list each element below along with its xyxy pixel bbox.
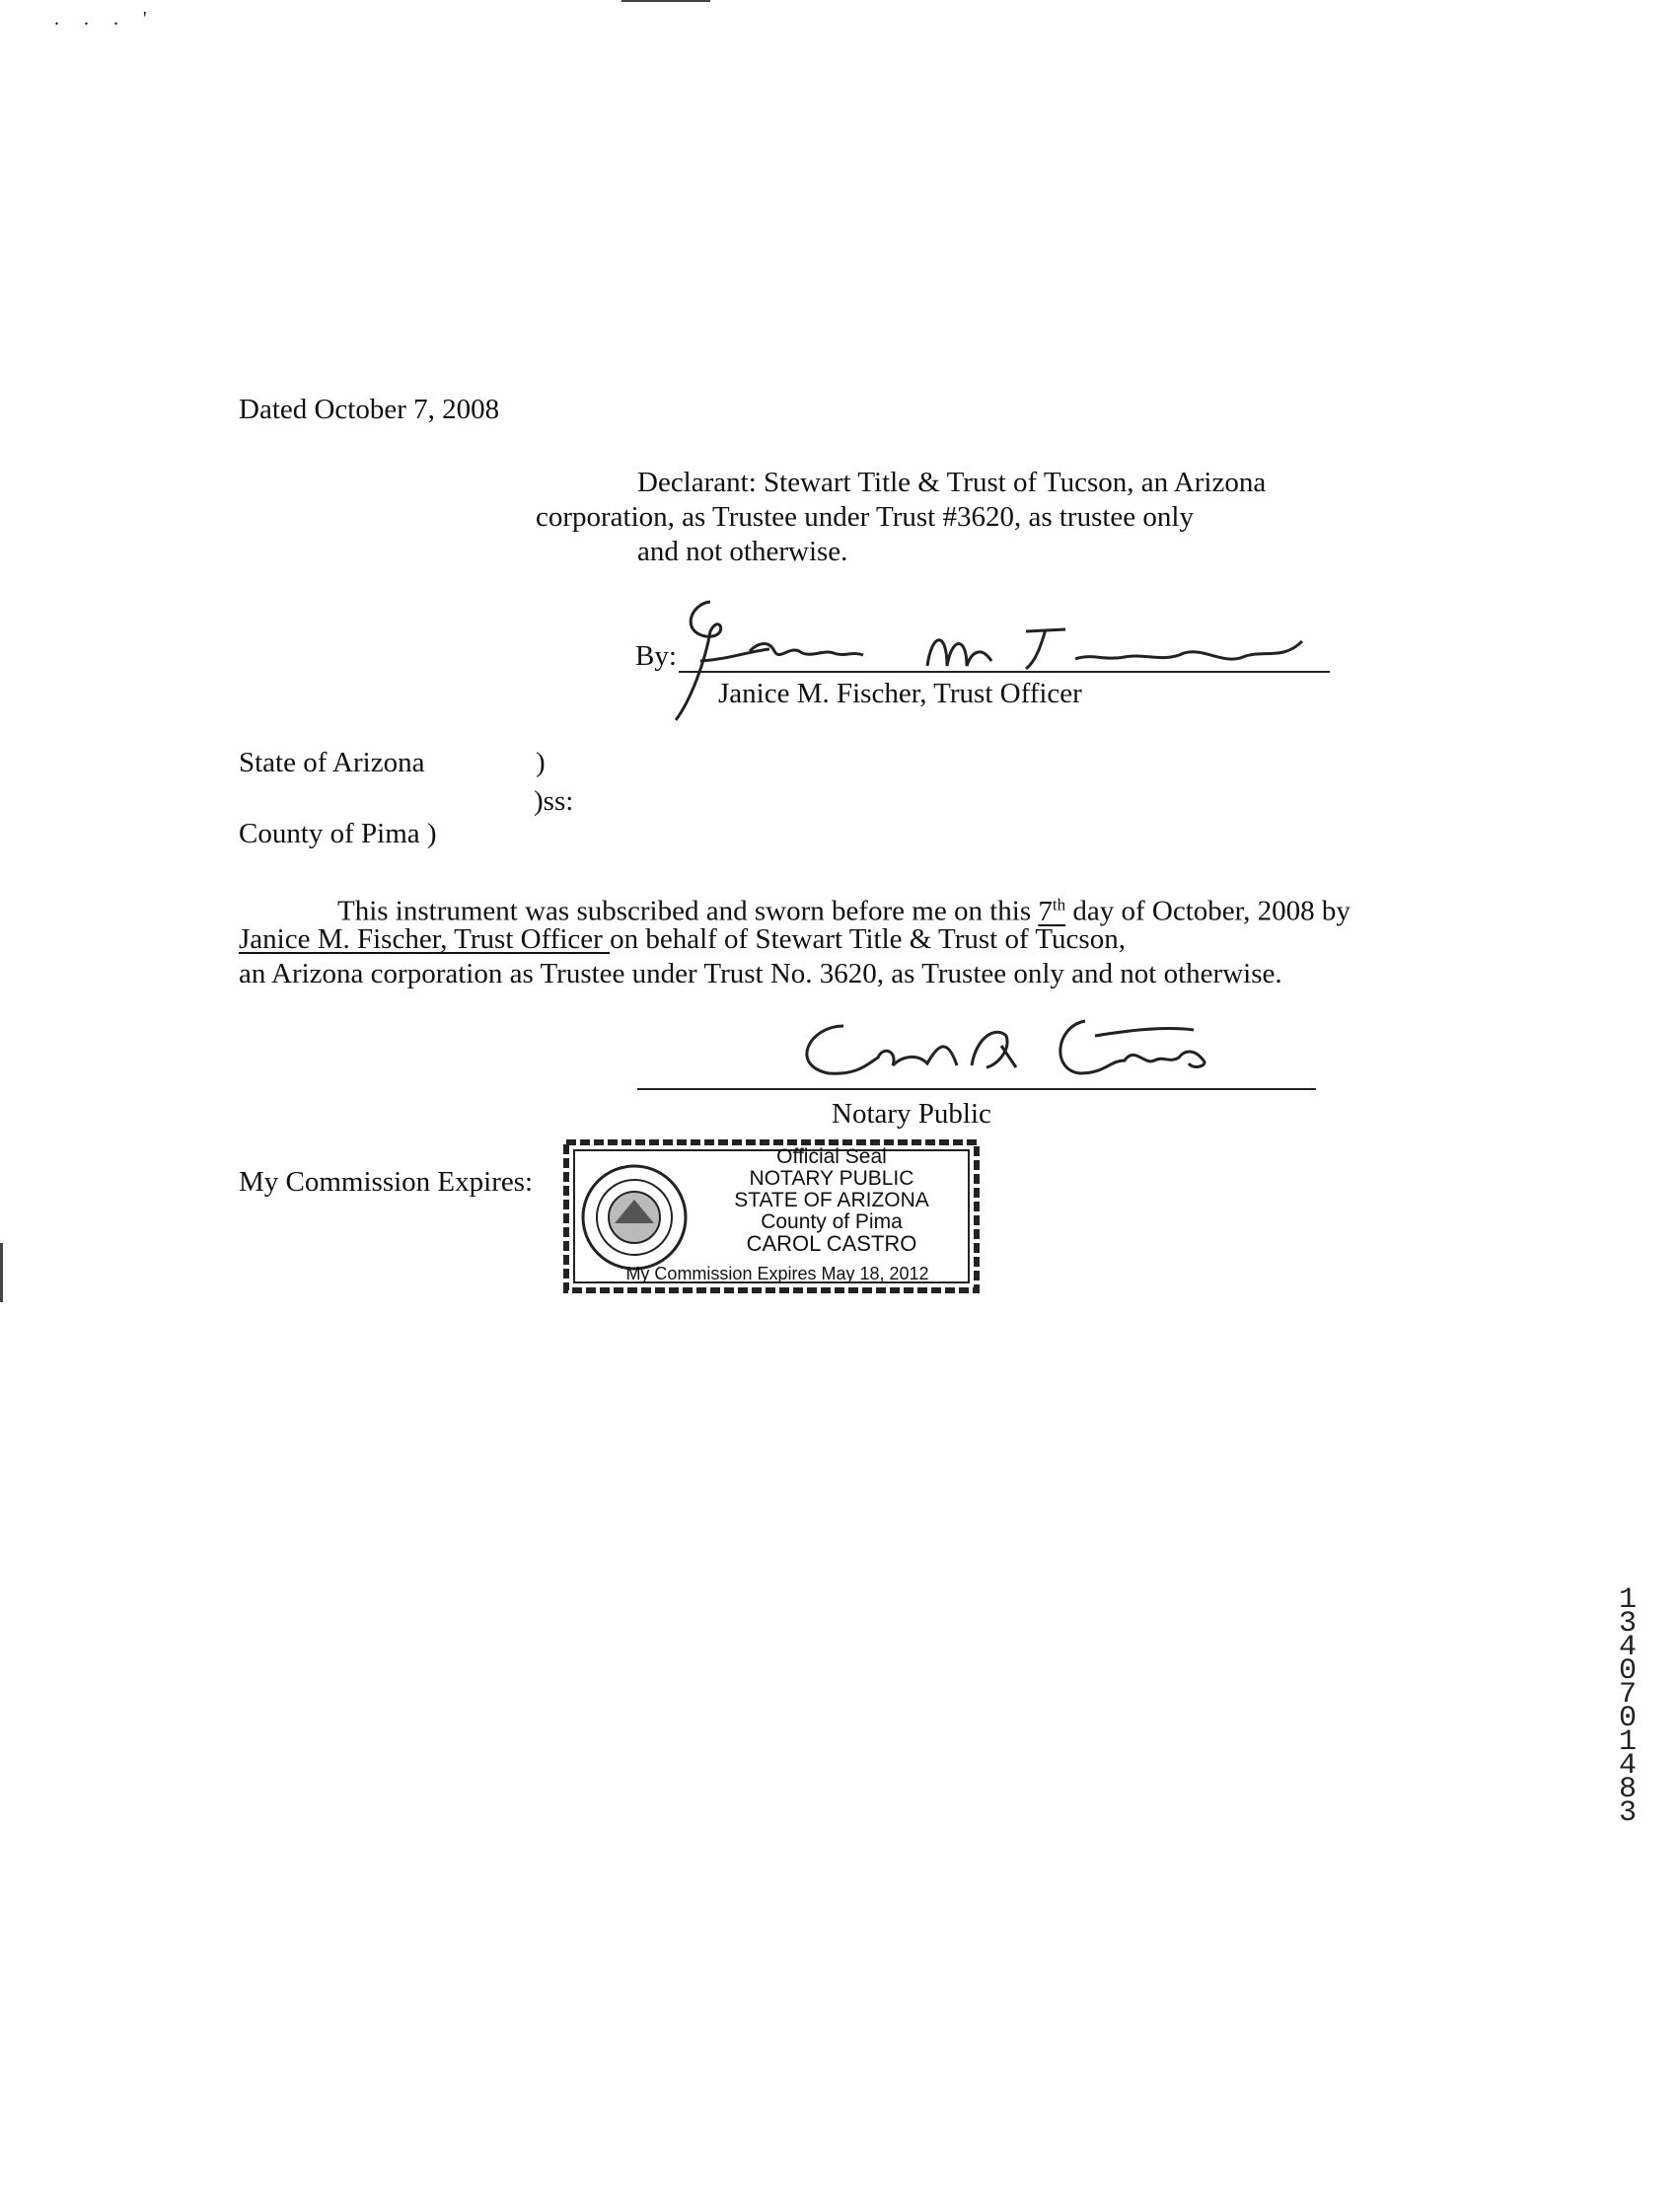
commission-label: My Commission Expires:	[239, 1166, 534, 1198]
seal-line5: CAROL CASTRO	[746, 1231, 917, 1256]
recording-number: 13407 01483	[1618, 1583, 1637, 1830]
signer-title: Janice M. Fischer, Trust Officer	[718, 678, 1082, 709]
declarant-line2: corporation, as Trustee under Trust #3620, as trustee only	[536, 501, 1194, 533]
notary-seal-stamp	[560, 1136, 985, 1299]
seal-line6: My Commission Expires May 18, 2012	[625, 1264, 929, 1283]
by-label: By:	[635, 640, 677, 672]
top-edge-mark	[621, 0, 710, 2]
ack-line2-rest: on behalf of Stewart Title & Trust of Tucson,	[610, 923, 1126, 955]
seal-line2: NOTARY PUBLIC	[749, 1167, 914, 1190]
notary-label: Notary Public	[832, 1098, 991, 1130]
ack-line1-end: day of October, 2008 by	[1065, 895, 1351, 927]
ack-day-number: 7	[1038, 895, 1053, 927]
seal-line3: STATE OF ARIZONA	[734, 1189, 929, 1211]
acknowledgment-line3: an Arizona corporation as Trustee under Trust No. 3620, as Trustee only and not otherwise.	[239, 958, 1282, 989]
seal-line1: Official Seal	[776, 1145, 887, 1168]
notary-signature-line	[637, 1088, 1316, 1090]
left-edge-mark	[0, 1243, 3, 1302]
corner-marks: . . . '	[54, 8, 157, 30]
notary-signature-image	[769, 1006, 1243, 1095]
declarant-line1: Declarant: Stewart Title & Trust of Tucson, an Arizona	[637, 467, 1267, 498]
ack-line1-start: This instrument was subscribed and sworn before me on this	[337, 895, 1039, 927]
venue-paren: )	[536, 747, 546, 778]
ack-signer-name: Janice M. Fischer, Trust Officer	[239, 923, 611, 955]
seal-line4: County of Pima	[761, 1210, 903, 1233]
venue-state: State of Arizona	[239, 747, 425, 778]
venue-county: County of Pima )	[239, 818, 437, 849]
declarant-line3: and not otherwise.	[637, 536, 848, 567]
acknowledgment-line2	[239, 922, 1126, 956]
venue-ss: )ss:	[534, 785, 574, 817]
ack-day-suffix: th	[1052, 895, 1066, 914]
dated-line: Dated October 7, 2008	[239, 394, 500, 425]
seal-text-block	[698, 1146, 965, 1255]
